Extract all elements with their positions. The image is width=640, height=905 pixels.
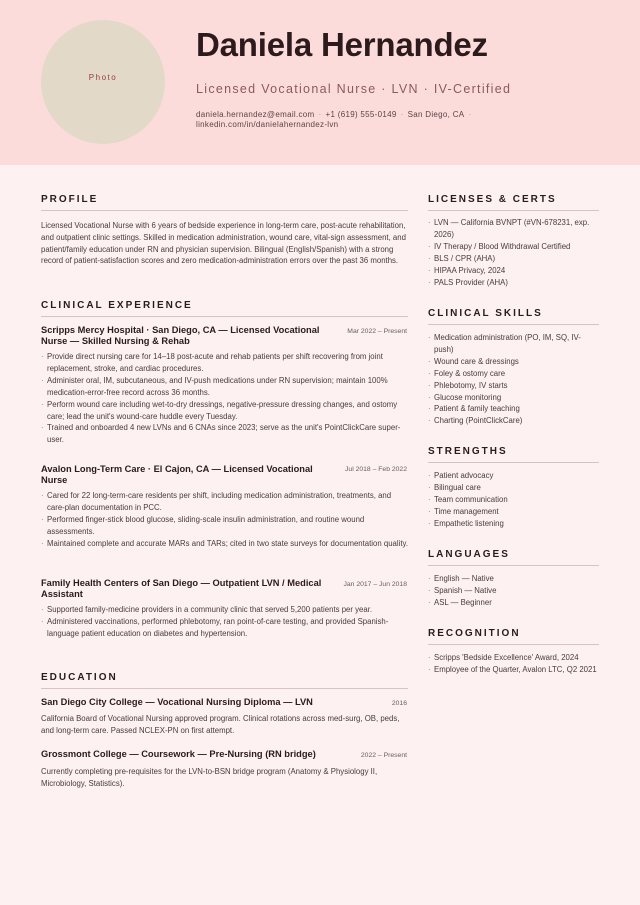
section-title-skills: CLINICAL SKILLS xyxy=(428,308,543,319)
language-item: · Spanish — Native xyxy=(428,585,600,597)
contact-linkedin[interactable]: linkedin.com/in/danielahernandez-lvn xyxy=(196,119,339,129)
section-title-profile: PROFILE xyxy=(41,194,99,205)
section-divider xyxy=(428,565,599,566)
skills-list xyxy=(428,332,600,427)
section-title-experience: CLINICAL EXPERIENCE xyxy=(41,300,193,311)
profile-photo-placeholder xyxy=(41,20,165,144)
candidate-subtitle: Licensed Vocational Nurse · LVN · IV-Certified xyxy=(196,82,512,96)
section-divider xyxy=(428,462,599,463)
job-bullet: · Provide direct nursing care for 14–18 post-acute and rehab patients per shift recovering from joint replacement, stroke, and cardiac procedures. xyxy=(41,351,408,375)
skill-item: · Glucose monitoring xyxy=(428,392,600,404)
job-bullet: · Supported family-medicine providers in a community clinic that served 5,200 patients per year. xyxy=(41,604,408,616)
license-item: · LVN — California BVNPT (#VN-678231, exp. 2026) xyxy=(428,217,600,241)
skill-item: · Phlebotomy, IV starts xyxy=(428,380,600,392)
job-bullets xyxy=(41,490,408,550)
education-description: Currently completing pre-requisites for the LVN-to-BSN bridge program (Anatomy & Physiology II, Microbiology, Statistics). xyxy=(41,767,378,788)
licenses-list xyxy=(428,217,600,288)
profile-summary: Licensed Vocational Nurse with 6 years of bedside experience in long-term care, post-acute rehabilitation, and outpatient clinic settings. Skilled in medication administration, wound care, vital-sign assessment, and patient/family education under RN and physician supervision. Bilingual (English/Spanish) with a strong record of patient-satisfaction scores and zero medication-administration errors over the past 36 months. xyxy=(41,221,406,266)
education-dates: 2016 xyxy=(391,700,407,707)
contact-line xyxy=(196,110,496,129)
license-item: · HIPAA Privacy, 2024 xyxy=(428,265,600,277)
license-item: · IV Therapy / Blood Withdrawal Certified xyxy=(428,241,600,253)
strengths-list xyxy=(428,470,600,530)
skill-item: · Patient & family teaching xyxy=(428,403,600,415)
job-bullet: · Cared for 22 long-term-care residents per shift, including medication administration, treatments, and care-plan documentation in PCC. xyxy=(41,490,408,514)
languages-list xyxy=(428,573,600,609)
section-title-languages: LANGUAGES xyxy=(428,549,510,560)
strength-item: · Time management xyxy=(428,506,600,518)
language-item: · English — Native xyxy=(428,573,600,585)
job-bullet: · Trained and onboarded 4 new LVNs and 6 CNAs since 2023; serve as the unit's PointClickCare super-user. xyxy=(41,422,408,446)
education-description: California Board of Vocational Nursing approved program. Clinical rotations across med-surg, OB, peds, and long-term care. Passed NCLEX-PN on first attempt. xyxy=(41,714,400,735)
job-title: Family Health Centers of San Diego — Outpatient LVN / Medical Assistant xyxy=(41,578,322,599)
education-title: San Diego City College — Vocational Nursing Diploma — LVN xyxy=(41,697,313,707)
candidate-name: Daniela Hernandez xyxy=(196,26,488,63)
section-title-strengths: STRENGTHS xyxy=(428,446,508,457)
job-dates: Mar 2022 – Present xyxy=(347,328,407,335)
job-dates: Jul 2018 – Feb 2022 xyxy=(345,466,407,473)
skill-item: · Charting (PointClickCare) xyxy=(428,415,600,427)
recognition-item: · Employee of the Quarter, Avalon LTC, Q2 2021 xyxy=(428,664,600,676)
strength-item: · Bilingual care xyxy=(428,482,600,494)
strength-item: · Empathetic listening xyxy=(428,518,600,530)
photo-label: Photo xyxy=(88,73,118,82)
recognition-list xyxy=(428,652,600,676)
skill-item: · Foley & ostomy care xyxy=(428,368,600,380)
contact-separator: · xyxy=(400,110,404,119)
job-bullets xyxy=(41,604,408,640)
header-band xyxy=(0,0,640,165)
job-bullet: · Administered vaccinations, performed phlebotomy, ran point-of-care testing, and provided Spanish-language patient education on diabetes and hypertension. xyxy=(41,616,408,640)
section-title-education: EDUCATION xyxy=(41,672,118,683)
language-item: · ASL — Beginner xyxy=(428,597,600,609)
job-bullet: · Performed finger-stick blood glucose, sliding-scale insulin administration, and routine wound assessments. xyxy=(41,514,408,538)
job-bullet: · Perform wound care including wet-to-dry dressings, negative-pressure dressing changes, and ostomy care; lead the unit's wound-care huddle every Tuesday. xyxy=(41,399,408,423)
education-dates: 2022 – Present xyxy=(360,752,407,759)
section-divider xyxy=(41,688,408,689)
section-divider xyxy=(428,644,599,645)
job-bullets xyxy=(41,351,408,446)
section-divider xyxy=(41,316,408,317)
strength-item: · Team communication xyxy=(428,494,600,506)
contact-email[interactable]: daniela.hernandez@email.com xyxy=(196,110,315,119)
license-item: · BLS / CPR (AHA) xyxy=(428,253,600,265)
section-divider xyxy=(428,324,599,325)
contact-separator: · xyxy=(318,110,322,119)
education-title: Grossmont College — Coursework — Pre-Nursing (RN bridge) xyxy=(41,749,316,759)
job-dates: Jan 2017 – Jun 2018 xyxy=(343,581,407,588)
license-item: · PALS Provider (AHA) xyxy=(428,277,600,289)
strength-item: · Patient advocacy xyxy=(428,470,600,482)
job-bullet: · Administer oral, IM, subcutaneous, and IV-push medications under RN supervision; maintain 100% medication-error-free record across 36 months. xyxy=(41,375,408,399)
skill-item: · Wound care & dressings xyxy=(428,356,600,368)
section-divider xyxy=(428,210,599,211)
job-title: Scripps Mercy Hospital · San Diego, CA — Licensed Vocational Nurse — Skilled Nursing & Rehab xyxy=(41,325,320,346)
contact-separator: · xyxy=(468,110,472,119)
section-divider xyxy=(41,210,408,211)
job-title: Avalon Long-Term Care · El Cajon, CA — Licensed Vocational Nurse xyxy=(41,464,313,485)
section-title-recognition: RECOGNITION xyxy=(428,628,521,639)
contact-location: San Diego, CA xyxy=(407,110,465,119)
section-title-licenses: LICENSES & CERTS xyxy=(428,194,557,205)
recognition-item: · Scripps 'Bedside Excellence' Award, 2024 xyxy=(428,652,600,664)
job-bullet: · Maintained complete and accurate MARs and TARs; cited in two state surveys for documentation quality. xyxy=(41,538,408,550)
contact-phone: +1 (619) 555-0149 xyxy=(325,110,397,119)
skill-item: · Medication administration (PO, IM, SQ, IV-push) xyxy=(428,332,600,356)
